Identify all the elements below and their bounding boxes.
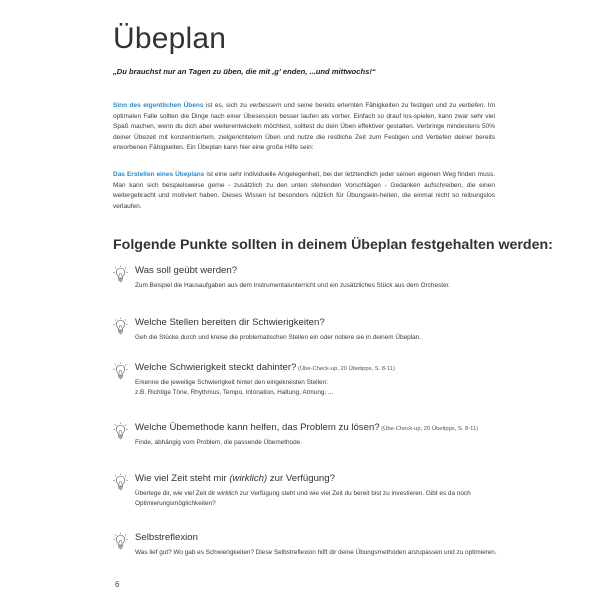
- item-heading: Welche Schwierigkeit steckt dahinter? (Übe-Check-up, 20 Übetipps, S. 8-11): [135, 362, 395, 373]
- item-description: Überlege dir, wie viel Zeit dir wirklich zur Verfügung steht und wie viel Zeit du bereit bist zu investieren. Gibt es da noch Optimierungsmöglichkeiten?: [135, 490, 471, 508]
- highlight-term: Das Erstellen eines Übeplans: [113, 171, 205, 178]
- lightbulb-icon: [113, 265, 128, 283]
- lightbulb-icon: [113, 362, 128, 380]
- item-description: Finde, abhängig vom Problem, die passende Übemethode.: [135, 439, 302, 446]
- item-description: Erkenne die jeweilige Schwierigkeit hinter den eingekreisten Stellen: z.B. Richtige Töne, Rhythmus, Tempo, Intonation, Haltung, Atmung, ...: [135, 379, 334, 397]
- item-heading: Welche Stellen bereiten dir Schwierigkeiten?: [135, 317, 325, 328]
- item-heading: Selbstreflexion: [135, 532, 198, 543]
- lightbulb-icon: [113, 473, 128, 491]
- intro-paragraph-1: Sinn des eigentlichen Übens ist es, sich zu verbessern und seine bereits erlernten Fähigkeiten zu festigen und zu vertiefen. Im optimalen Falle sollten die Dinge nach einer Übesession besser laufen als vorher. Einfach so drauf los-spielen, kann zwar sehr viel Spaß machen, wenn du dich aber weiterentwickeln möchtest, solltest du dein Üben effektiver gestalten. Verbringe mindestens 50% deiner Übezeit mit konzentriertem, zielgerichtetem Üben und nutze die restliche Zeit zum Festigen und Vertiefen deiner bereits erworbenen Fähigkeiten. Ein Übeplan kann hier eine große Hilfe sein:: [113, 102, 495, 152]
- page-number: 6: [115, 580, 120, 589]
- lightbulb-icon: [113, 532, 128, 550]
- lightbulb-icon: [113, 317, 128, 335]
- page-title: Übeplan: [113, 22, 227, 55]
- motto-quote: „Du brauchst nur an Tagen zu üben, die mit ‚g' enden, ...und mittwochs!“: [113, 67, 376, 76]
- item-heading: Was soll geübt werden?: [135, 265, 238, 276]
- item-description: Was lief gut? Wo gab es Schwierigkeiten? Diese Selbstreflexion hilft dir deine Übungsmethoden anzupassen und zu optimieren.: [135, 549, 497, 556]
- page-reference: (Übe-Check-up, 20 Übetipps, S. 8-11): [296, 366, 395, 372]
- item-description: Geh die Stücke durch und kreise die problematischen Stellen ein oder notiere sie in deinem Übeplan.: [135, 334, 421, 341]
- intro-paragraph-2: Das Erstellen eines Übeplans ist eine sehr individuelle Angelegenheit, bei der letztendlich jeder seinen eigenen Weg finden muss. Man kann sich beispielsweise gerne - zusätzlich zu den unten stehenden Vorschlägen - Gedanken aufschreiben, die einen weitergebracht und motiviert haben. Dieses Wissen ist besonders nützlich für Übungsein-heiten, die einmal nicht so reibungslos verlaufen.: [113, 171, 495, 210]
- item-heading: Welche Übemethode kann helfen, das Problem zu lösen? (Übe-Check-up, 20 Übetipps, S. 8-11): [135, 422, 479, 433]
- highlight-term: Sinn des eigentlichen Übens: [113, 102, 204, 109]
- item-heading: Wie viel Zeit steht mir (wirklich) zur Verfügung?: [135, 473, 335, 484]
- page-reference: (Übe-Check-up, 20 Übetipps, S. 8-11): [379, 426, 479, 432]
- lightbulb-icon: [113, 422, 128, 440]
- item-description: Zum Beispiel die Hausaufgaben aus dem Instrumentalunterricht und ein zusätzliches Stück aus dem Orchester.: [135, 282, 451, 289]
- section-heading: Folgende Punkte sollten in deinem Übeplan festgehalten werden:: [113, 237, 553, 253]
